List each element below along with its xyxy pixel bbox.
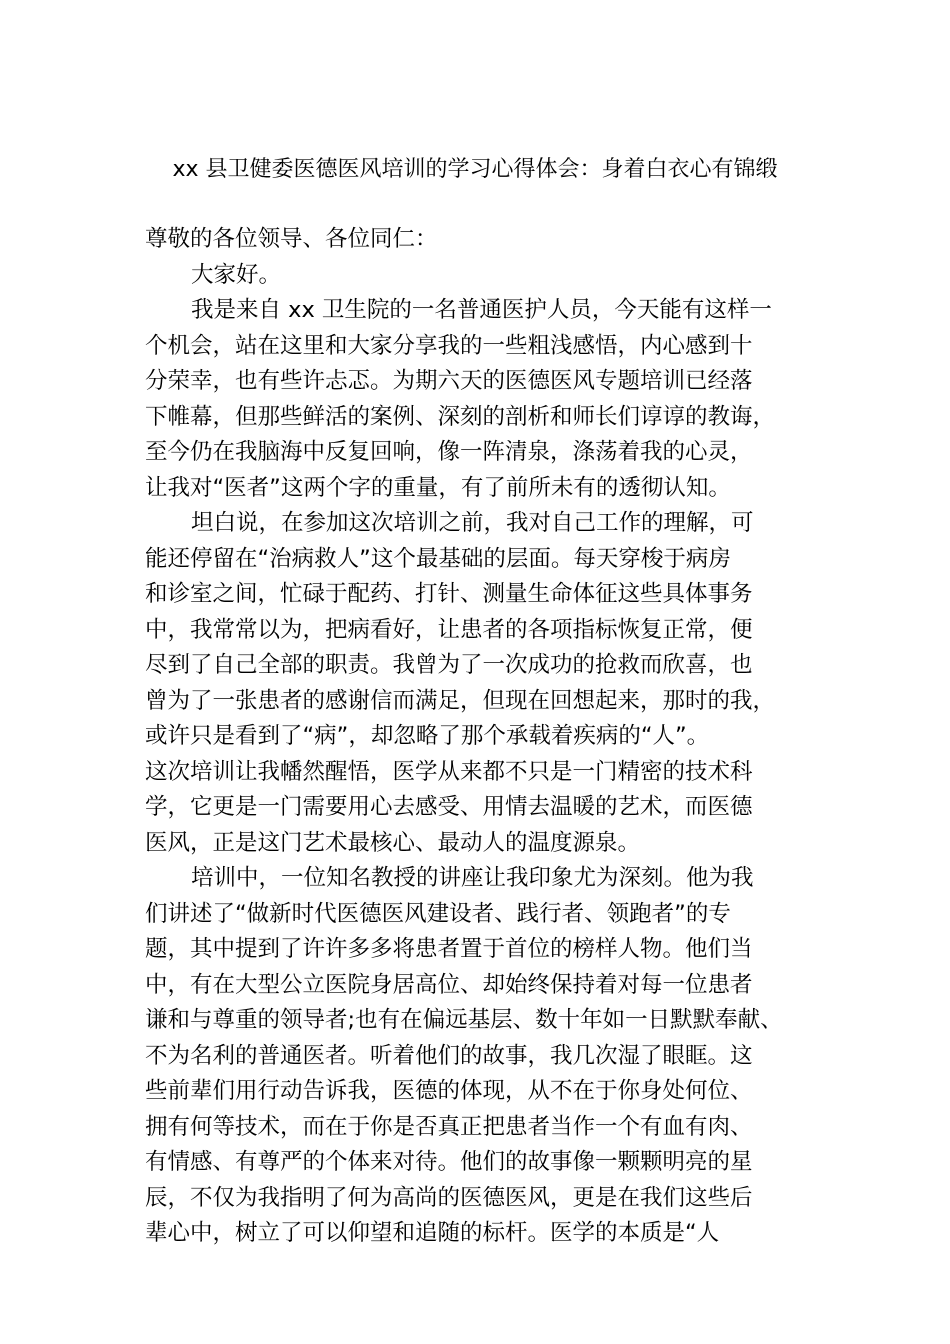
paragraph-1-line: 让我对“医者”这两个字的重量，有了前所未有的透彻认知。 bbox=[145, 474, 731, 501]
paragraph-2-line: 曾为了一张患者的感谢信而满足，但现在回想起来，那时的我， bbox=[145, 687, 776, 714]
paragraph-3-line: 有情感、有尊严的个体来对待。他们的故事像一颗颗明亮的星 bbox=[145, 1149, 753, 1175]
paragraph-1-line: 我是来自 xx 卫生院的一名普通医护人员，今天能有这样一 bbox=[191, 297, 772, 323]
paragraph-3-line: 辰，不仅为我指明了何为高尚的医德医风，更是在我们这些后 bbox=[145, 1184, 753, 1211]
paragraph-3-line: 些前辈们用行动告诉我，医德的体现，从不在于你身处何位、 bbox=[145, 1078, 753, 1104]
paragraph-3-line: 谦和与尊重的领导者;也有在偏远基层、数十年如一日默默奉献、 bbox=[145, 1007, 783, 1033]
paragraph-1-line: 分荣幸，也有些许忐忑。为期六天的医德医风专题培训已经落 bbox=[145, 368, 753, 394]
paragraph-3-line: 中，有在大型公立医院身居高位、却始终保持着对每一位患者 bbox=[145, 971, 753, 998]
paragraph-3-line: 培训中，一位知名教授的讲座让我印象尤为深刻。他为我 bbox=[191, 865, 754, 891]
paragraph-3-line: 拥有何等技术，而在于你是否真正把患者当作一个有血有肉、 bbox=[145, 1113, 753, 1140]
paragraph-2-line: 或许只是看到了“病”，却忽略了那个承载着疾病的“人”。 bbox=[145, 723, 710, 749]
paragraph-1-line: 至今仍在我脑海中反复回响，像一阵清泉，涤荡着我的心灵， bbox=[145, 439, 753, 465]
paragraph-3-line: 们讲述了“做新时代医德医风建设者、践行者、领跑者”的专 bbox=[145, 900, 731, 927]
paragraph-2-line: 中，我常常以为，把病看好，让患者的各项指标恢复正常，便 bbox=[145, 616, 753, 643]
document-title: xx 县卫健委医德医风培训的学习心得体会：身着白衣心有锦缎 bbox=[172, 157, 778, 182]
paragraph-3-line: 辈心中，树立了可以仰望和追随的标杆。医学的本质是“人 bbox=[145, 1220, 720, 1246]
paragraph-2-line: 这次培训让我幡然醒悟，医学从来都不只是一门精密的技术科 bbox=[145, 758, 753, 785]
paragraph-1-line: 个机会，站在这里和大家分享我的一些粗浅感悟，内心感到十 bbox=[145, 332, 753, 359]
paragraph-2-line: 尽到了自己全部的职责。我曾为了一次成功的抢救而欣喜，也 bbox=[145, 652, 753, 678]
paragraph-2-line: 能还停留在“治病救人”这个最基础的层面。每天穿梭于病房 bbox=[145, 545, 731, 572]
paragraph-3-line: 题，其中提到了许许多多将患者置于首位的榜样人物。他们当 bbox=[145, 936, 753, 962]
paragraph-2-line: 坦白说，在参加这次培训之前，我对自己工作的理解，可 bbox=[191, 510, 754, 536]
document-body bbox=[145, 222, 805, 1252]
salutation-line: 尊敬的各位领导、各位同仁： bbox=[145, 226, 438, 252]
paragraph-2-line: 医风，正是这门艺术最核心、最动人的温度源泉。 bbox=[145, 829, 641, 856]
paragraph-2-line: 和诊室之间，忙碌于配药、打针、测量生命体征这些具体事务 bbox=[145, 581, 753, 607]
paragraph-3-line: 不为名利的普通医者。听着他们的故事，我几次湿了眼眶。这 bbox=[145, 1042, 753, 1069]
paragraph-1-line: 下帷幕，但那些鲜活的案例、深刻的剖析和师长们谆谆的教诲， bbox=[145, 403, 776, 430]
paragraph-2-line: 学，它更是一门需要用心去感受、用情去温暖的艺术，而医德 bbox=[145, 794, 753, 820]
greeting-line: 大家好。 bbox=[191, 261, 282, 288]
